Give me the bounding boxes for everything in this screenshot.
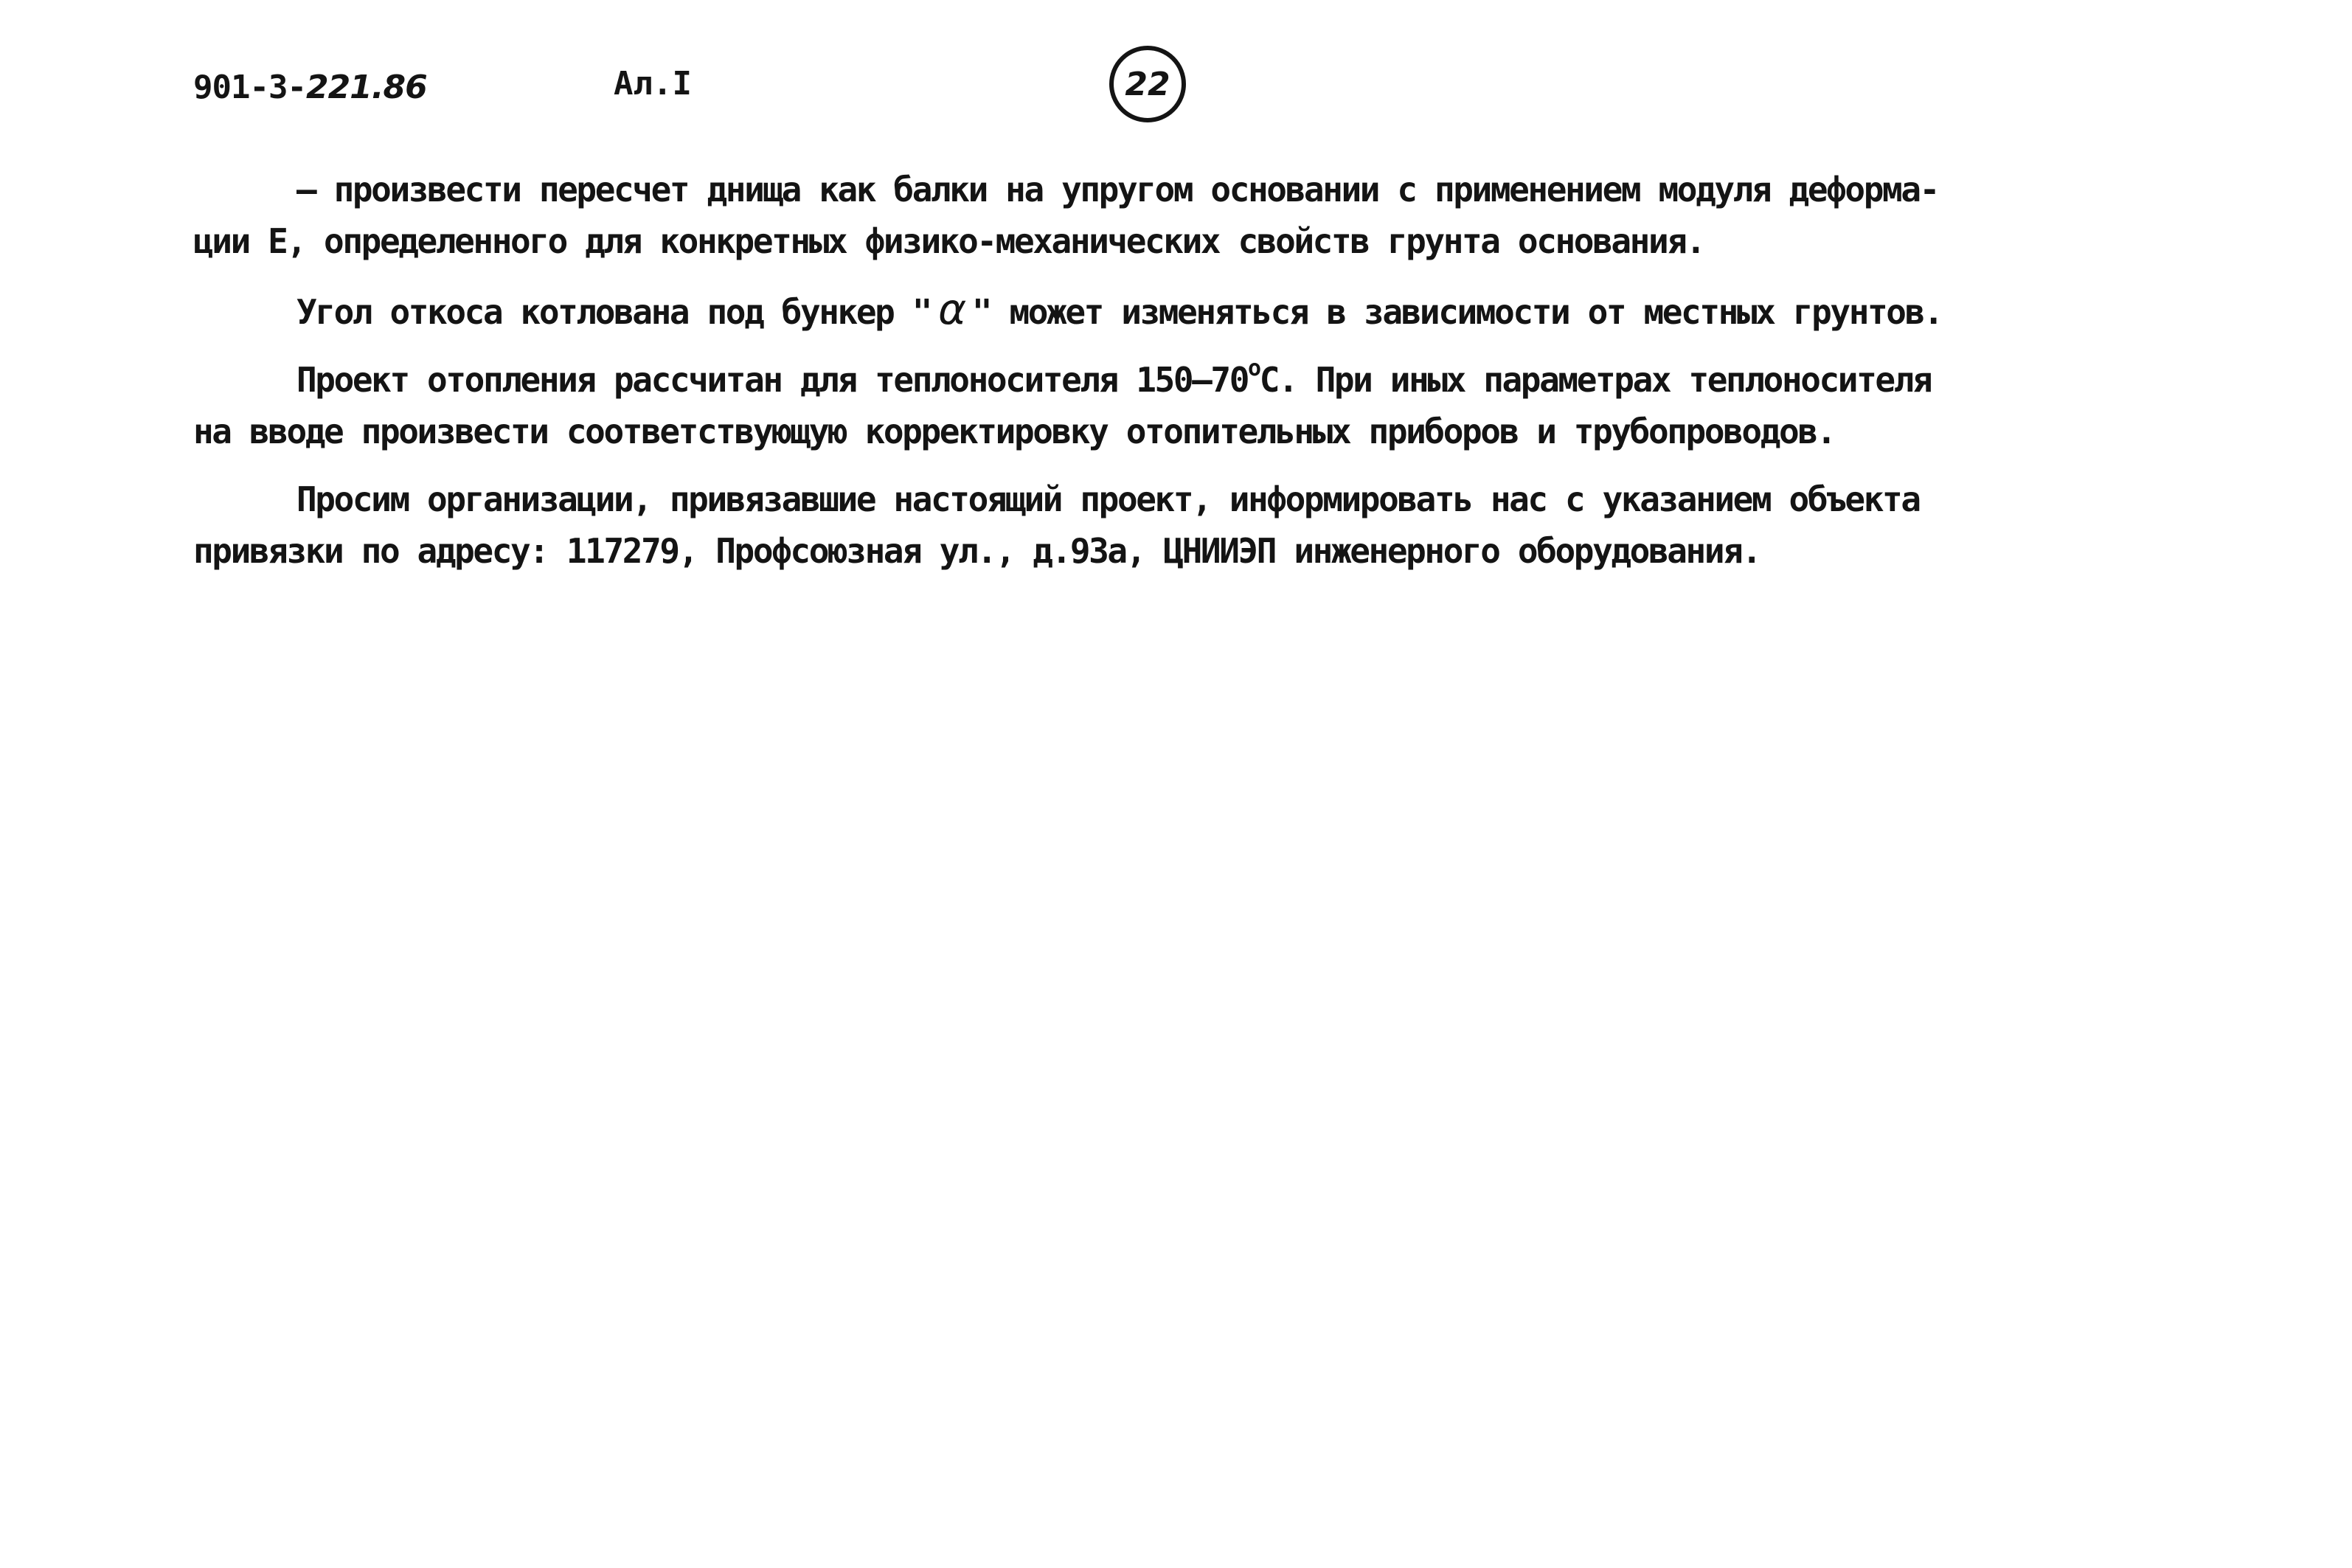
page-header — [193, 65, 692, 109]
paragraph-line: Просим организации, привязавшие настоящий проект, информировать нас с указанием объекта — [296, 479, 1920, 519]
heating-text-before: Проект отопления рассчитан для теплоносителя 150–70 — [296, 360, 1249, 400]
document-code — [193, 69, 427, 106]
paragraph-recalculation — [193, 164, 2185, 267]
heating-text-after: С. При иных параметрах теплоносителя — [1259, 360, 1932, 400]
slope-text-before: Угол откоса котлована под бункер " — [296, 292, 932, 332]
document-code-printed: 901-3- — [193, 68, 306, 106]
paragraph-slope-angle — [193, 283, 2185, 338]
alpha-symbol: α — [938, 284, 965, 334]
paragraph-request — [193, 473, 2185, 577]
album-reference: Ал.I — [614, 65, 692, 103]
paragraph-line: – произвести пересчет днища как балки на упругом основании с применением модуля деформа- — [296, 170, 1938, 209]
paragraph-line: привязки по адресу: 117279, Профсоюзная ул., д.93а, ЦНИИЭП инженерного оборудования. — [193, 531, 1760, 571]
paragraph-heating — [193, 354, 2185, 457]
paragraph-line — [193, 354, 2185, 406]
paragraph-line: на вводе произвести соответствующую корректировку отопительных приборов и трубопроводов. — [193, 412, 1835, 451]
page-number-circle — [1109, 46, 1186, 122]
slope-text-after: " может изменяться в зависимости от местных грунтов. — [971, 292, 1943, 332]
paragraph-line: ции Е, определенного для конкретных физико-механических свойств грунта основания. — [193, 221, 1704, 261]
page-number: 22 — [1125, 65, 1170, 103]
document-code-handwritten: 221.86 — [305, 68, 427, 106]
paragraph-line — [193, 283, 2185, 338]
document-body — [193, 164, 2185, 577]
degree-sign: о — [1248, 355, 1260, 381]
